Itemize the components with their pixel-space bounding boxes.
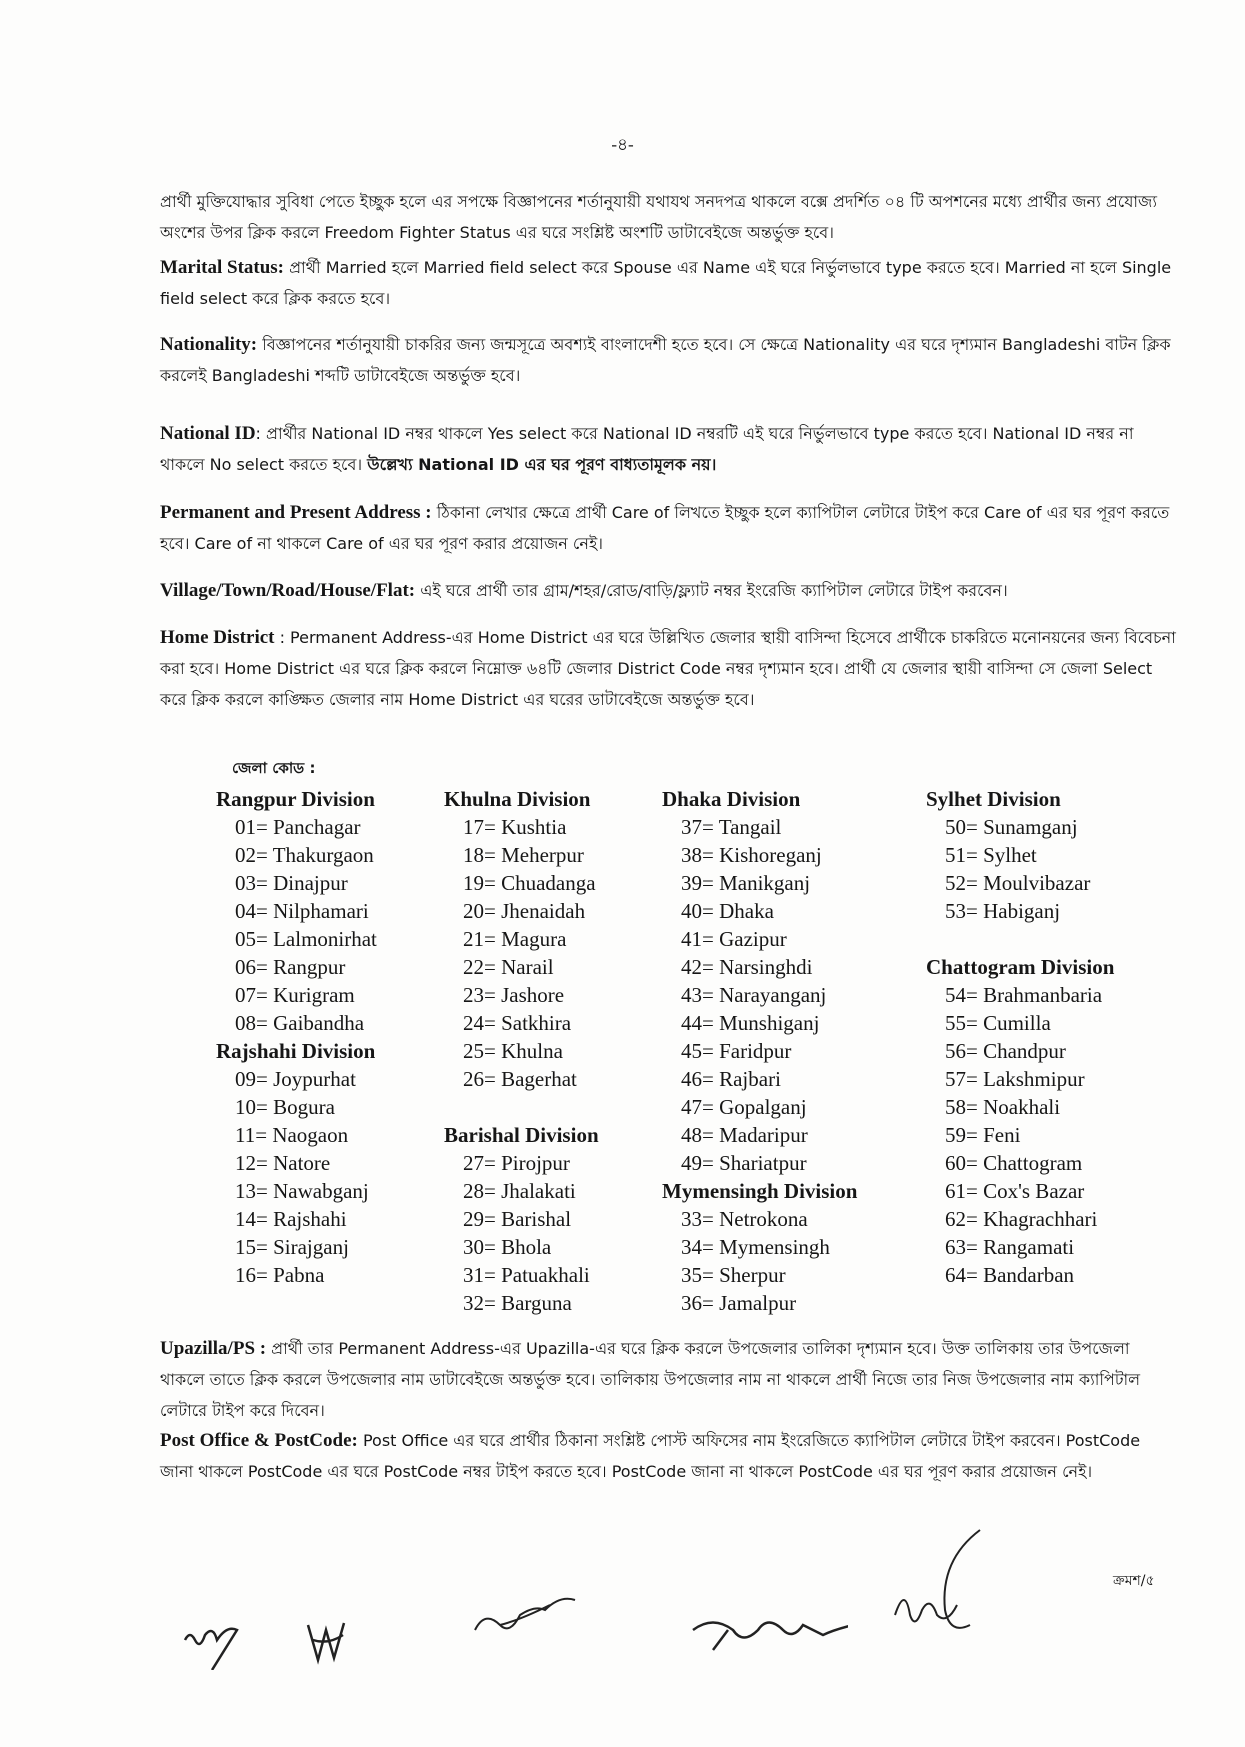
national-id-note: উল্লেখ্য National ID এর ঘর পূরণ বাধ্যতামূলক নয়। xyxy=(367,455,717,474)
division-heading: Dhaka Division xyxy=(662,787,801,811)
district-code-label: জেলা কোড : xyxy=(232,759,316,777)
national-id-label: National ID xyxy=(160,423,256,444)
district-entry: 22= Narail xyxy=(463,955,554,979)
nationality-text: বিজ্ঞাপনের শর্তানুযায়ী চাকরির জন্য জন্মসূত্রে অবশ্যই বাংলাদেশী হতে হবে। সে ক্ষেত্রে Nationality এর ঘরে দৃশ্যমান Bangladeshi বাটন ক্লিক করলেই Bangladeshi শব্দটি ডাটাবেইজে অন্তর্ভুক্ত হবে। xyxy=(160,335,1171,385)
upazila-paragraph xyxy=(160,1333,1178,1426)
division-heading: Chattogram Division xyxy=(926,955,1115,979)
district-entry: 26= Bagerhat xyxy=(463,1067,577,1091)
district-entry: 30= Bhola xyxy=(463,1235,552,1259)
district-entry: 36= Jamalpur xyxy=(681,1291,797,1315)
upazila-label: Upazilla/PS : xyxy=(160,1338,267,1359)
national-id-paragraph xyxy=(160,418,1178,480)
district-entry: 54= Brahmanbaria xyxy=(945,983,1103,1007)
village-text: এই ঘরে প্রার্থী তার গ্রাম/শহর/রোড/বাড়ি/ফ্ল্যাট নম্বর ইংরেজি ক্যাপিটাল লেটারে টাইপ করবেন। xyxy=(415,581,1008,600)
signature-3 xyxy=(470,1595,590,1645)
district-entry: 03= Dinajpur xyxy=(235,871,348,895)
district-entry: 63= Rangamati xyxy=(945,1235,1075,1259)
division-heading: Rangpur Division xyxy=(216,787,375,811)
marital-status-text: প্রার্থী Married হলে Married field select করে Spouse এর Name এই ঘরে নির্ভুলভাবে type করতে হবে। Married না হলে Single field select করে ক্লিক করতে হবে। xyxy=(160,258,1172,308)
district-entry: 57= Lakshmipur xyxy=(945,1067,1085,1091)
district-entry: 34= Mymensingh xyxy=(681,1235,830,1259)
district-entry: 61= Cox's Bazar xyxy=(945,1179,1085,1203)
district-entry: 12= Natore xyxy=(235,1151,331,1175)
division-heading: Sylhet Division xyxy=(926,787,1061,811)
district-column-3 xyxy=(662,785,857,1317)
marital-status-paragraph xyxy=(160,252,1178,314)
signature-4 xyxy=(688,1605,848,1665)
district-entry: 05= Lalmonirhat xyxy=(235,927,377,951)
district-entry: 50= Sunamganj xyxy=(945,815,1078,839)
district-entry: 31= Patuakhali xyxy=(463,1263,590,1287)
signature-5 xyxy=(880,1525,1000,1645)
district-entry: 64= Bandarban xyxy=(945,1263,1075,1287)
district-entry: 10= Bogura xyxy=(235,1095,335,1119)
district-entry: 45= Faridpur xyxy=(681,1039,792,1063)
village-paragraph xyxy=(160,575,1178,606)
district-entry: 08= Gaibandha xyxy=(235,1011,365,1035)
district-entry: 32= Barguna xyxy=(463,1291,572,1315)
district-entry: 17= Kushtia xyxy=(463,815,567,839)
district-entry: 44= Munshiganj xyxy=(681,1011,820,1035)
post-office-paragraph xyxy=(160,1425,1178,1487)
division-heading: Barishal Division xyxy=(444,1123,599,1147)
district-entry: 58= Noakhali xyxy=(945,1095,1061,1119)
division-heading: Khulna Division xyxy=(444,787,591,811)
district-entry: 01= Panchagar xyxy=(235,815,361,839)
district-entry: 37= Tangail xyxy=(681,815,782,839)
district-entry: 49= Shariatpur xyxy=(681,1151,807,1175)
district-entry: 02= Thakurgaon xyxy=(235,843,374,867)
district-entry: 25= Khulna xyxy=(463,1039,563,1063)
district-entry: 60= Chattogram xyxy=(945,1151,1083,1175)
district-entry: 09= Joypurhat xyxy=(235,1067,356,1091)
district-entry: 46= Rajbari xyxy=(681,1067,781,1091)
division-heading: Mymensingh Division xyxy=(662,1179,858,1203)
district-column-1 xyxy=(216,785,377,1289)
spacer xyxy=(926,925,1114,953)
district-entry: 43= Narayanganj xyxy=(681,983,827,1007)
address-text: ঠিকানা লেখার ক্ষেত্রে প্রার্থী Care of লিখতে ইচ্ছুক হলে ক্যাপিটাল লেটারে টাইপ করে Care of এর ঘর পূরণ করতে হবে। Care of না থাকলে Care of এর ঘর পূরণ করার প্রয়োজন নেই। xyxy=(160,503,1170,553)
district-entry: 16= Pabna xyxy=(235,1263,325,1287)
marital-status-label: Marital Status: xyxy=(160,257,285,278)
district-entry: 18= Meherpur xyxy=(463,843,584,867)
signature-1 xyxy=(180,1610,260,1670)
district-column-4 xyxy=(926,785,1114,1289)
district-entry: 15= Sirajganj xyxy=(235,1235,349,1259)
nationality-label: Nationality: xyxy=(160,334,258,355)
district-entry: 13= Nawabganj xyxy=(235,1179,369,1203)
district-entry: 24= Satkhira xyxy=(463,1011,572,1035)
home-district-text: : Permanent Address-এর Home District এর ঘরে উল্লিখিত জেলার স্থায়ী বাসিন্দা হিসেবে প্রার্থীকে চাকরিতে মনোনয়নের জন্য বিবেচনা করা হবে। Home District এর ঘরে ক্লিক করলে নিম্নোক্ত ৬৪টি জেলার District Code নম্বর দৃশ্যমান হবে। প্রার্থী যে জেলার স্থায়ী বাসিন্দা সে জেলা Select করে ক্লিক করলে কাঙ্ক্ষিত জেলার নাম Home District এর ঘরের ডাটাবেইজে অন্তর্ভুক্ত হবে। xyxy=(160,628,1176,709)
district-entry: 14= Rajshahi xyxy=(235,1207,347,1231)
district-entry: 39= Manikganj xyxy=(681,871,811,895)
division-heading: Rajshahi Division xyxy=(216,1039,376,1063)
district-entry: 42= Narsinghdi xyxy=(681,955,813,979)
district-entry: 28= Jhalakati xyxy=(463,1179,576,1203)
district-entry: 48= Madaripur xyxy=(681,1123,808,1147)
village-label: Village/Town/Road/House/Flat: xyxy=(160,580,416,601)
signature-2 xyxy=(298,1610,358,1670)
address-label: Permanent and Present Address : xyxy=(160,502,432,523)
freedom-fighter-paragraph xyxy=(160,186,1178,248)
district-entry: 06= Rangpur xyxy=(235,955,346,979)
district-entry: 04= Nilphamari xyxy=(235,899,369,923)
district-entry: 20= Jhenaidah xyxy=(463,899,586,923)
district-entry: 19= Chuadanga xyxy=(463,871,596,895)
district-entry: 52= Moulvibazar xyxy=(945,871,1091,895)
district-entry: 23= Jashore xyxy=(463,983,565,1007)
district-entry: 07= Kurigram xyxy=(235,983,355,1007)
post-office-text: Post Office এর ঘরে প্রার্থীর ঠিকানা সংশ্লিষ্ট পোস্ট অফিসের নাম ইংরেজিতে ক্যাপিটাল লেটারে টাইপ করবেন। PostCode জানা থাকলে PostCode এর ঘরে PostCode নম্বর টাইপ করতে হবে। PostCode জানা না থাকলে PostCode এর ঘর পূরণ করার প্রয়োজন নেই। xyxy=(160,1431,1141,1481)
district-entry: 40= Dhaka xyxy=(681,899,774,923)
district-entry: 47= Gopalganj xyxy=(681,1095,807,1119)
upazila-text: প্রার্থী তার Permanent Address-এর Upazilla-এর ঘরে ক্লিক করলে উপজেলার তালিকা দৃশ্যমান হবে। উক্ত তালিকায় তার উপজেলা থাকলে তাতে ক্লিক করলে উপজেলার নাম ডাটাবেইজে অন্তর্ভুক্ত হবে। তালিকায় উপজেলার নাম না থাকলে প্রার্থী নিজে তার নিজ উপজেলার নাম ক্যাপিটাল লেটারে টাইপ করে দিবেন। xyxy=(160,1339,1141,1420)
district-entry: 38= Kishoreganj xyxy=(681,843,822,867)
home-district-paragraph xyxy=(160,622,1178,715)
district-entry: 59= Feni xyxy=(945,1123,1021,1147)
continued-note: ক্রমশ/৫ xyxy=(1113,1573,1155,1589)
post-office-label: Post Office & PostCode: xyxy=(160,1430,358,1451)
district-entry: 27= Pirojpur xyxy=(463,1151,570,1175)
spacer xyxy=(444,1093,599,1121)
district-entry: 51= Sylhet xyxy=(945,843,1037,867)
home-district-label: Home District xyxy=(160,627,275,648)
national-id-text: : প্রার্থীর National ID নম্বর থাকলে Yes select করে National ID নম্বরটি এই ঘরে নির্ভুলভাবে type করতে হবে। National ID নম্বর না থাকলে No select করতে হবে। xyxy=(160,424,1134,474)
district-entry: 55= Cumilla xyxy=(945,1011,1051,1035)
district-entry: 11= Naogaon xyxy=(235,1123,349,1147)
page-number: -৪- xyxy=(611,135,634,154)
district-entry: 53= Habiganj xyxy=(945,899,1061,923)
district-entry: 41= Gazipur xyxy=(681,927,787,951)
district-entry: 29= Barishal xyxy=(463,1207,572,1231)
district-entry: 56= Chandpur xyxy=(945,1039,1066,1063)
district-entry: 62= Khagrachhari xyxy=(945,1207,1098,1231)
district-entry: 21= Magura xyxy=(463,927,567,951)
district-entry: 33= Netrokona xyxy=(681,1207,808,1231)
district-column-2 xyxy=(444,785,599,1317)
district-entry: 35= Sherpur xyxy=(681,1263,786,1287)
freedom-fighter-text: প্রার্থী মুক্তিযোদ্ধার সুবিধা পেতে ইচ্ছুক হলে এর সপক্ষে বিজ্ঞাপনের শর্তানুযায়ী যথাযথ সনদপত্র থাকলে বক্সে প্রদর্শিত ০৪ টি অপশনের মধ্যে প্রার্থীর জন্য প্রযোজ্য অংশের উপর ক্লিক করলে Freedom Fighter Status এর ঘরে সংশ্লিষ্ট অংশটি ডাটাবেইজে অন্তর্ভুক্ত হবে। xyxy=(160,192,1158,242)
address-paragraph xyxy=(160,497,1178,559)
nationality-paragraph xyxy=(160,329,1178,391)
